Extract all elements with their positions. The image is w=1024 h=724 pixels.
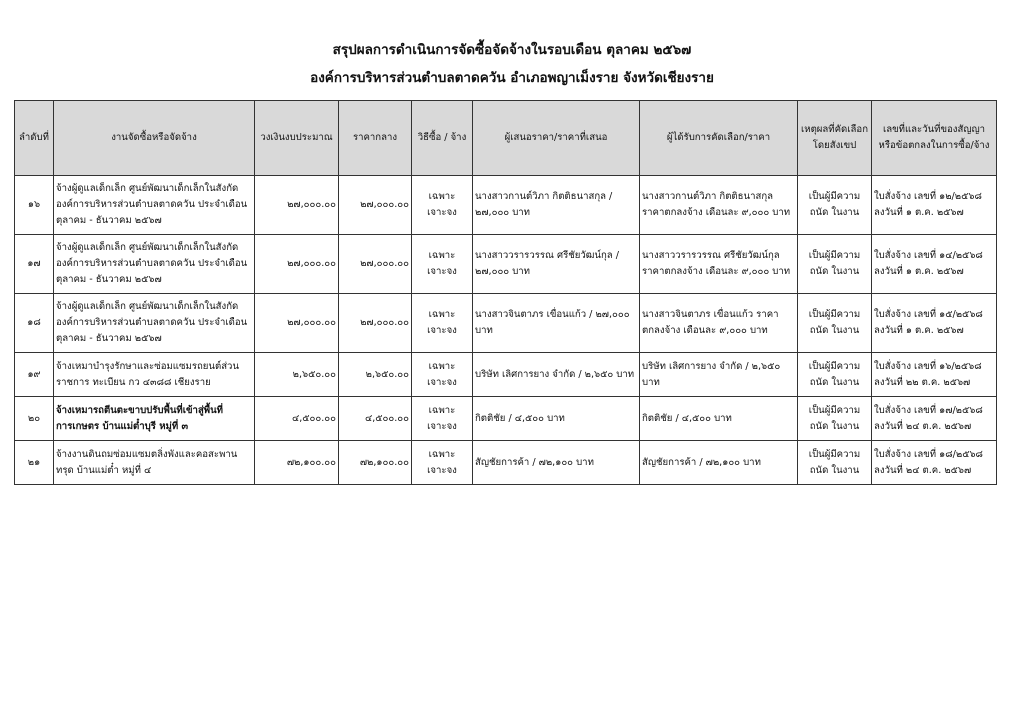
row-budget: ๒๗,๐๐๐.๐๐ bbox=[255, 235, 339, 294]
row-method: เฉพาะเจาะจง bbox=[412, 294, 473, 353]
row-winner: กิตติชัย / ๔,๕๐๐ บาท bbox=[640, 397, 798, 441]
row-winner: นางสาววรารวรรณ ศรีชัยวัฒน์กุล ราคาตกลงจ้าง เดือนละ ๙,๐๐๐ บาท bbox=[640, 235, 798, 294]
row-no: ๑๗ bbox=[15, 235, 54, 294]
row-contract: ใบสั่งจ้าง เลขที่ ๑๔/๒๕๖๘ ลงวันที่ ๑ ต.ค. ๒๕๖๗ bbox=[872, 235, 997, 294]
table-row bbox=[15, 353, 997, 397]
header-budget: วงเงินงบประมาณ bbox=[255, 101, 339, 176]
row-reason: เป็นผู้มีความถนัด ในงาน bbox=[798, 294, 872, 353]
row-budget: ๗๒,๑๐๐.๐๐ bbox=[255, 441, 339, 485]
row-contract: ใบสั่งจ้าง เลขที่ ๑๒/๒๕๖๘ ลงวันที่ ๑ ต.ค. ๒๕๖๗ bbox=[872, 176, 997, 235]
page-title: สรุปผลการดำเนินการจัดซื้อจัดจ้างในรอบเดือน ตุลาคม ๒๕๖๗ bbox=[332, 42, 692, 58]
header-reason: เหตุผลที่คัดเลือก โดยสังเขป bbox=[798, 101, 872, 176]
row-job: จ้างงานดินถมซ่อมแซมตลิ่งพังและคอสะพานทรุด บ้านแม่ต๋ำ หมู่ที่ ๔ bbox=[54, 441, 255, 485]
header-bidders: ผู้เสนอราคา/ราคาที่เสนอ bbox=[473, 101, 640, 176]
row-contract: ใบสั่งจ้าง เลขที่ ๑๕/๒๕๖๘ ลงวันที่ ๑ ต.ค. ๒๕๖๗ bbox=[872, 294, 997, 353]
row-bidder: นางสาวกานต์วิภา กิตติธนาสกุล / ๒๗,๐๐๐ บาท bbox=[473, 176, 640, 235]
row-method: เฉพาะเจาะจง bbox=[412, 397, 473, 441]
row-no: ๑๖ bbox=[15, 176, 54, 235]
row-median-price: ๔,๕๐๐.๐๐ bbox=[339, 397, 412, 441]
row-budget: ๔,๕๐๐.๐๐ bbox=[255, 397, 339, 441]
row-winner: บริษัท เลิศการยาง จำกัด / ๒,๖๕๐ บาท bbox=[640, 353, 798, 397]
row-median-price: ๒๗,๐๐๐.๐๐ bbox=[339, 294, 412, 353]
row-reason: เป็นผู้มีความถนัด ในงาน bbox=[798, 176, 872, 235]
row-reason: เป็นผู้มีความถนัด ในงาน bbox=[798, 235, 872, 294]
row-median-price: ๒,๖๕๐.๐๐ bbox=[339, 353, 412, 397]
row-job: จ้างผู้ดูแลเด็กเล็ก ศูนย์พัฒนาเด็กเล็กในสังกัด องค์การบริหารส่วนตำบลตาดควัน ประจำเดือน ตุลาคม - ธันวาคม ๒๕๖๗ bbox=[54, 235, 255, 294]
header-winner: ผู้ได้รับการคัดเลือก/ราคา bbox=[640, 101, 798, 176]
table-row bbox=[15, 441, 997, 485]
row-median-price: ๗๒,๑๐๐.๐๐ bbox=[339, 441, 412, 485]
row-contract: ใบสั่งจ้าง เลขที่ ๑๘/๒๕๖๘ ลงวันที่ ๒๔ ต.ค. ๒๕๖๗ bbox=[872, 441, 997, 485]
row-reason: เป็นผู้มีความถนัด ในงาน bbox=[798, 353, 872, 397]
row-median-price: ๒๗,๐๐๐.๐๐ bbox=[339, 176, 412, 235]
row-bidder: นางสาววรารวรรณ ศรีชัยวัฒน์กุล / ๒๗,๐๐๐ บาท bbox=[473, 235, 640, 294]
row-budget: ๒๗,๐๐๐.๐๐ bbox=[255, 176, 339, 235]
row-contract: ใบสั่งจ้าง เลขที่ ๑๗/๒๕๖๘ ลงวันที่ ๒๔ ต.ค. ๒๕๖๗ bbox=[872, 397, 997, 441]
row-job: จ้างเหมารถตีนตะขาบปรับพื้นที่เข้าสู่พื้นที่ การเกษตร บ้านแม่ต๋ำบุรี หมู่ที่ ๓ bbox=[54, 397, 255, 441]
row-method: เฉพาะเจาะจง bbox=[412, 441, 473, 485]
row-budget: ๒,๖๕๐.๐๐ bbox=[255, 353, 339, 397]
row-method: เฉพาะเจาะจง bbox=[412, 235, 473, 294]
row-no: ๒๑ bbox=[15, 441, 54, 485]
row-contract: ใบสั่งจ้าง เลขที่ ๑๖/๒๕๖๘ ลงวันที่ ๒๒ ต.ค. ๒๕๖๗ bbox=[872, 353, 997, 397]
row-job: จ้างผู้ดูแลเด็กเล็ก ศูนย์พัฒนาเด็กเล็กในสังกัด องค์การบริหารส่วนตำบลตาดควัน ประจำเดือน ตุลาคม - ธันวาคม ๒๕๖๗ bbox=[54, 176, 255, 235]
row-job: จ้างเหมาบำรุงรักษาและซ่อมแซมรถยนต์ส่วน ราชการ ทะเบียน กว ๔๓๘๘ เชียงราย bbox=[54, 353, 255, 397]
row-reason: เป็นผู้มีความถนัด ในงาน bbox=[798, 397, 872, 441]
row-job: จ้างผู้ดูแลเด็กเล็ก ศูนย์พัฒนาเด็กเล็กในสังกัด องค์การบริหารส่วนตำบลตาดควัน ประจำเดือน ตุลาคม - ธันวาคม ๒๕๖๗ bbox=[54, 294, 255, 353]
row-winner: นางสาวกานต์วิภา กิตติธนาสกุล ราคาตกลงจ้าง เดือนละ ๙,๐๐๐ บาท bbox=[640, 176, 798, 235]
row-median-price: ๒๗,๐๐๐.๐๐ bbox=[339, 235, 412, 294]
row-winner: นางสาวจินตาภร เขื่อนแก้ว ราคาตกลงจ้าง เดือนละ ๙,๐๐๐ บาท bbox=[640, 294, 798, 353]
row-bidder: บริษัท เลิศการยาง จำกัด / ๒,๖๕๐ บาท bbox=[473, 353, 640, 397]
row-no: ๑๙ bbox=[15, 353, 54, 397]
table-header-row bbox=[15, 101, 997, 176]
row-no: ๑๘ bbox=[15, 294, 54, 353]
table-row bbox=[15, 176, 997, 235]
row-method: เฉพาะเจาะจง bbox=[412, 353, 473, 397]
row-bidder: กิตติชัย / ๔,๕๐๐ บาท bbox=[473, 397, 640, 441]
header-no: ลำดับที่ bbox=[15, 101, 54, 176]
procurement-table bbox=[14, 100, 997, 485]
page-subtitle: องค์การบริหารส่วนตำบลตาดควัน อำเภอพญาเม็งราย จังหวัดเชียงราย bbox=[310, 70, 714, 86]
row-budget: ๒๗,๐๐๐.๐๐ bbox=[255, 294, 339, 353]
table-row bbox=[15, 235, 997, 294]
table-row bbox=[15, 294, 997, 353]
row-bidder: นางสาวจินตาภร เขื่อนแก้ว / ๒๗,๐๐๐ บาท bbox=[473, 294, 640, 353]
row-method: เฉพาะเจาะจง bbox=[412, 176, 473, 235]
header-job: งานจัดซื้อหรือจัดจ้าง bbox=[54, 101, 255, 176]
row-bidder: สัญชัยการค้า / ๗๒,๑๐๐ บาท bbox=[473, 441, 640, 485]
header-median-price: ราคากลาง bbox=[339, 101, 412, 176]
row-no: ๒๐ bbox=[15, 397, 54, 441]
header-method: วิธีซื้อ / จ้าง bbox=[412, 101, 473, 176]
header-contract: เลขที่และวันที่ของสัญญา หรือข้อตกลงในการซื้อ/จ้าง bbox=[872, 101, 997, 176]
row-reason: เป็นผู้มีความถนัด ในงาน bbox=[798, 441, 872, 485]
table-row bbox=[15, 397, 997, 441]
row-winner: สัญชัยการค้า / ๗๒,๑๐๐ บาท bbox=[640, 441, 798, 485]
